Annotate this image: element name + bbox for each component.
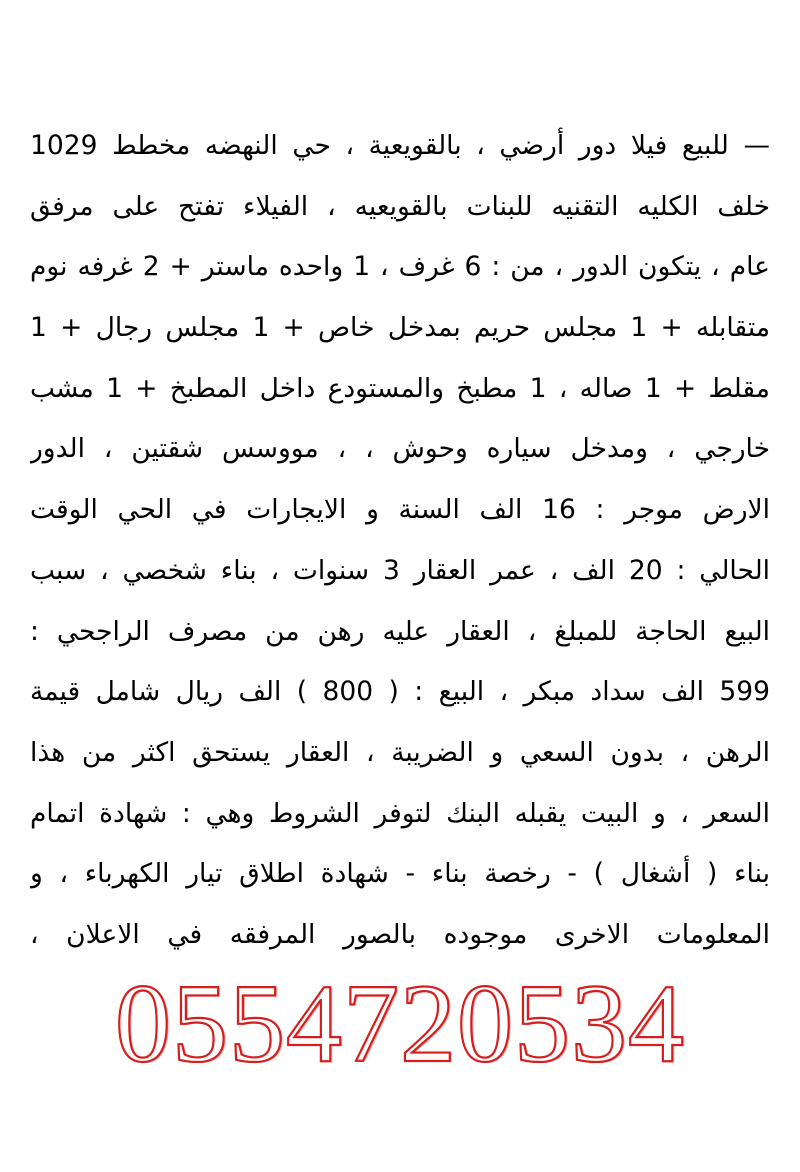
ad-line-6: خارجي ، ومدخل سياره وحوش ، ، مووسس شقتين ، الدور (30, 433, 770, 465)
ad-description (30, 126, 770, 976)
ad-line-13: بناء ( أشغال ) - رخصة بناء - شهادة اطلاق تيار الكهرباء ، و (30, 858, 770, 890)
ad-line-2: خلف الكليه التقنيه للبنات بالقويعيه ، الفيلاء تفتح على مرفق (30, 190, 770, 222)
ad-line-4: متقابله + 1 مجلس حريم بمدخل خاص + 1 مجلس رجال + 1 (30, 312, 770, 344)
phone-number: 0554720534 (115, 962, 685, 1086)
ad-line-8: الحالي : 20 الف ، عمر العقار 3 سنوات ، بناء شخصي ، سبب (30, 554, 770, 586)
ad-line-12: السعر ، و البيت يقبله البنك لتوفر الشروط وهي : شهادة اتمام (30, 797, 770, 829)
ad-line-5: مقلط + 1 صاله ، 1 مطبخ والمستودع داخل المطبخ + 1 مشب (30, 372, 770, 404)
ad-line-7: الارض موجر : 16 الف السنة و الايجارات في الحي الوقت (30, 494, 770, 526)
ad-line-11: الرهن ، بدون السعي و الضريبة ، العقار يستحق اكثر من هذا (30, 736, 770, 768)
ad-line-14: المعلومات الاخرى موجوده بالصور المرفقه في الاعلان ، (30, 918, 770, 950)
ad-line-9: البيع الحاجة للمبلغ ، العقار عليه رهن من مصرف الراجحي : (30, 615, 770, 647)
ad-line-10: 599 الف سداد مبكر ، البيع : ( 800 ) الف ريال شامل قيمة (30, 676, 770, 708)
ad-line-1: — للبيع فيلا دور أرضي ، بالقويعية ، حي النهضه مخطط 1029 (30, 130, 770, 161)
ad-line-3: عام ، يتكون الدور ، من : 6 غرف ، 1 واحده ماستر + 2 غرفه نوم (30, 251, 770, 283)
